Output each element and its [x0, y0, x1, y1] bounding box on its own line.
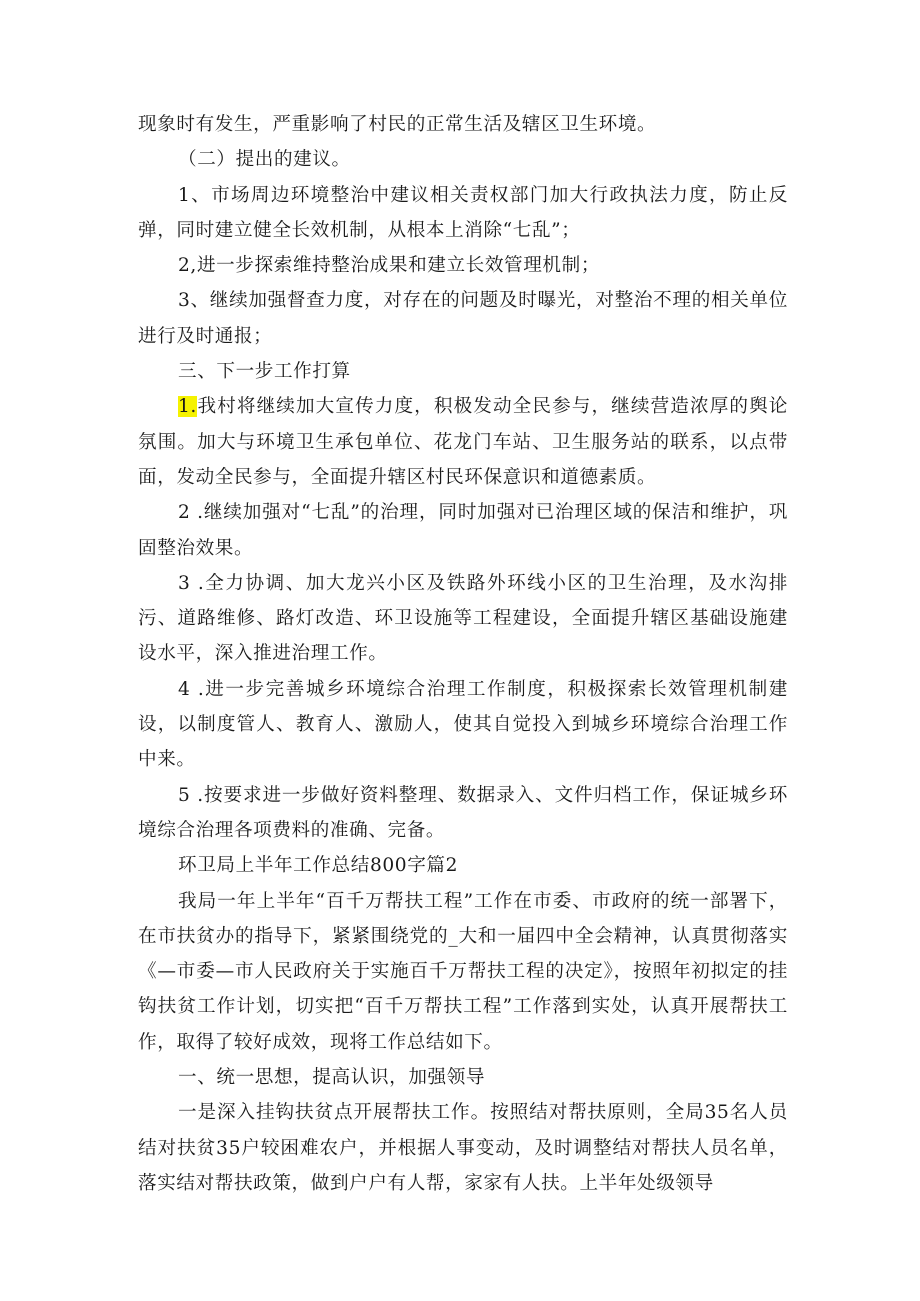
- section-heading-next-steps: 三、下一步工作打算: [178, 361, 351, 383]
- paragraph-10: 5 .按要求进一步做好资料整理、数据录入、文件归档工作，保证城乡环境综合治理各项费料的准确、完备。: [138, 784, 788, 841]
- paragraph-3: 2,进一步探索维持整治成果和建立长效管理机制；: [178, 255, 601, 277]
- highlighted-number: 1.: [178, 396, 197, 418]
- paragraph-4: 3、继续加强督查力度，对存在的问题及时曝光，对整治不理的相关单位进行及时通报；: [138, 290, 788, 347]
- paragraph-7: 2 .继续加强对“七乱”的治理，同时加强对已治理区域的保洁和维护，巩固整治效果。: [138, 502, 788, 559]
- paragraph-6: [138, 389, 788, 495]
- paragraph-9: 4 .进一步完善城乡环境综合治理工作制度，积极探索长效管理机制建设，以制度管人、教育人、激励人，使其自觉投入到城乡环境综合治理工作中来。: [138, 678, 788, 771]
- paragraph-8: 3 .全力协调、加大龙兴小区及铁路外环线小区的卫生治理，及水沟排污、道路维修、路灯改造、环卫设施等工程建设，全面提升辖区基础设施建设水平，深入推进治理工作。: [138, 572, 788, 665]
- article-title-part2: 环卫局上半年工作总结800字篇2: [178, 855, 459, 877]
- paragraph-14: 一是深入挂钩扶贫点开展帮扶工作。按照结对帮扶原则，全局35名人员结对扶贫35户较困难农户，并根据人事变动，及时调整结对帮扶人员名单，落实结对帮扶政策，做到户户有人帮，家家有人扶。上半年处级领导: [138, 1102, 788, 1194]
- document-body: [138, 107, 788, 1201]
- section-heading-unify-thinking: 一、统一思想，提高认识，加强领导: [178, 1067, 486, 1089]
- paragraph-0: 现象时有发生，严重影响了村民的正常生活及辖区卫生环境。: [138, 114, 657, 135]
- paragraph-2: 1、市场周边环境整治中建议相关责权部门加大行政执法力度，防止反弹，同时建立健全长效机制，从根本上消除“七乱”；: [138, 184, 788, 241]
- paragraph-1: （二）提出的建议。: [178, 149, 351, 171]
- paragraph-12: 我局一年上半年“百千万帮扶工程”工作在市委、市政府的统一部署下，在市扶贫办的指导下，紧紧围绕党的_大和一届四中全会精神，认真贯彻落实《—市委—市人民政府关于实施百千万帮扶工程的决定》，按照年初拟定的挂钩扶贫工作计划，切实把“百千万帮扶工程”工作落到实处，认真开展帮扶工作，取得了较好成效，现将工作总结如下。: [138, 890, 788, 1053]
- paragraph-6-text: 我村将继续加大宣传力度，积极发动全民参与，继续营造浓厚的舆论氛围。加大与环境卫生承包单位、花龙门车站、卫生服务站的联系，以点带面，发动全民参与，全面提升辖区村民环保意识和道德素质。: [138, 396, 788, 488]
